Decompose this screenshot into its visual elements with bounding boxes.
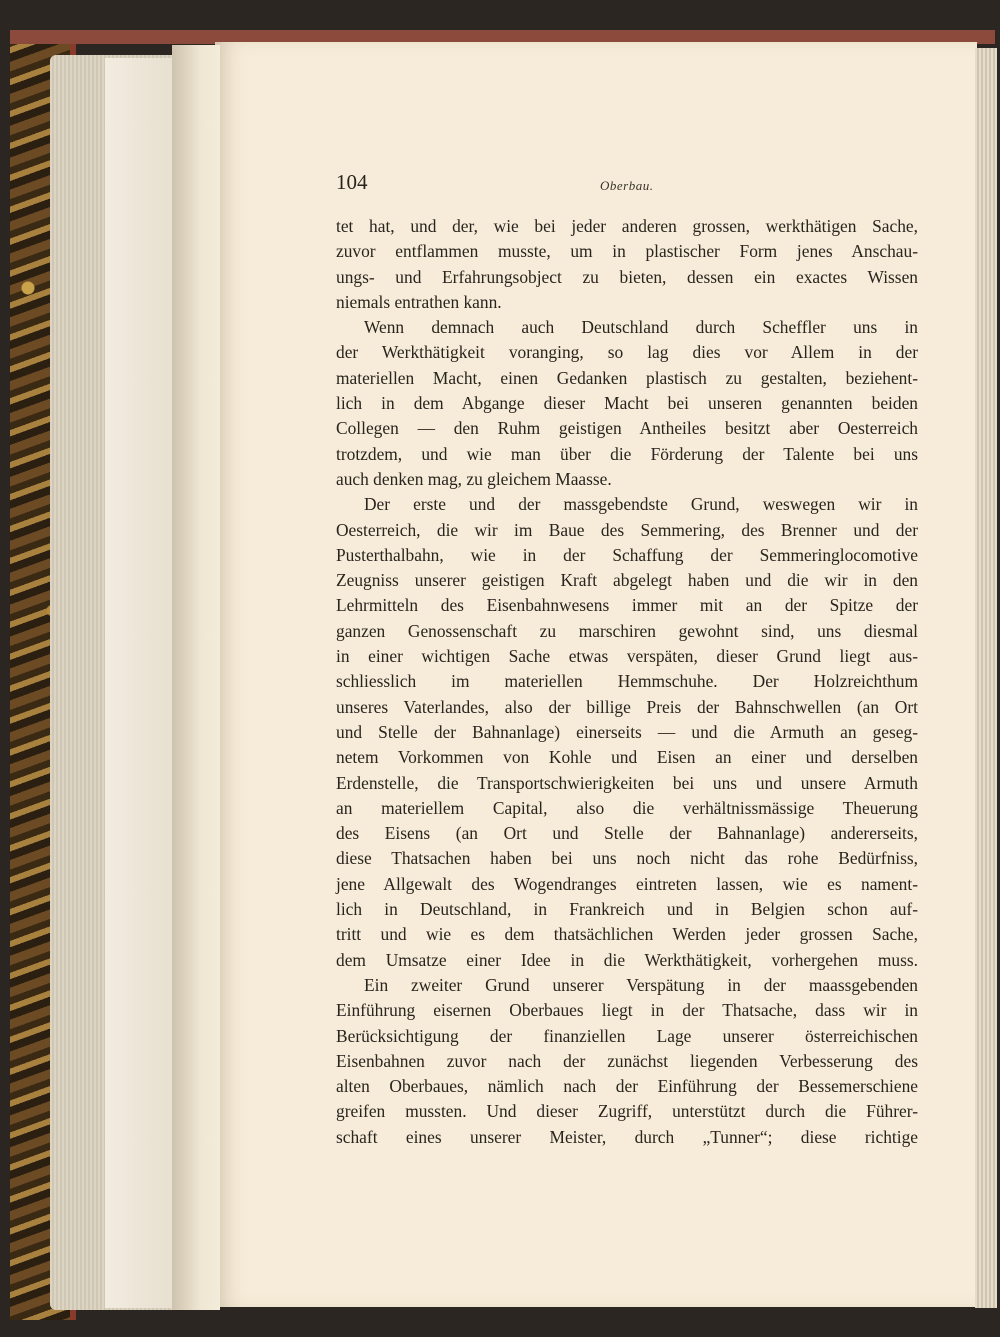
text-line: Zeugniss unserer geistigen Kraft abgelegt haben und die wir in den — [336, 570, 918, 591]
text-line: und Stelle der Bahnanlage) einerseits — und die Armuth an geseg- — [336, 721, 918, 742]
text-line: netem Vorkommen von Kohle und Eisen an einer und derselben — [336, 747, 918, 768]
body-text — [336, 214, 918, 1150]
text-line: jene Allgewalt des Wogendranges eintreten lassen, wie es nament- — [336, 873, 918, 894]
running-head: Oberbau. — [600, 178, 654, 193]
paragraph-3 — [336, 492, 918, 973]
text-line: lich in Deutschland, in Frankreich und in Belgien schon auf- — [336, 899, 918, 920]
text-line: dem Umsatze einer Idee in die Werkthätigkeit, vorhergehen muss. — [336, 949, 918, 970]
text-line: an materiellem Capital, also die verhältnissmässige Theuerung — [336, 797, 918, 818]
text-line: lich in dem Abgange dieser Macht bei unseren genannten beiden — [336, 393, 918, 414]
text-line: schliesslich im materiellen Hemmschuhe. Der Holzreichthum — [336, 671, 918, 692]
text-line: in einer wichtigen Sache etwas verspäten, dieser Grund liegt aus- — [336, 646, 918, 667]
text-line: Erdenstelle, die Transportschwierigkeiten bei uns und unsere Armuth — [336, 772, 918, 793]
text-line: Der erste und der massgebendste Grund, weswegen wir in — [364, 494, 918, 515]
text-line: Einführung eisernen Oberbaues liegt in der Thatsache, dass wir in — [336, 1000, 918, 1021]
text-line: unseres Vaterlandes, also der billige Preis der Bahnschwellen (an Ort — [336, 696, 918, 717]
text-line: materiellen Macht, einen Gedanken plastisch zu gestalten, beziehent- — [336, 367, 918, 388]
text-line: tritt und wie es dem thatsächlichen Werden jeder grossen Sache, — [336, 924, 918, 945]
text-line: ungs- und Erfahrungsobject zu bieten, dessen ein exactes Wissen — [336, 266, 918, 287]
paragraph-1 — [336, 214, 918, 315]
text-line: der Werkthätigkeit voranging, so lag dies vor Allem in der — [336, 342, 918, 363]
left-page-leaf — [105, 58, 175, 1308]
right-page-edge — [975, 48, 997, 1308]
text-line: des Eisens (an Ort und Stelle der Bahnanlage) andererseits, — [336, 823, 918, 844]
text-line: auch denken mag, zu gleichem Maasse. — [336, 468, 612, 489]
text-line: tet hat, und der, wie bei jeder anderen grossen, werkthätigen Sache, — [336, 216, 918, 236]
page-number: 104 — [336, 170, 368, 194]
text-line: zuvor entflammen musste, um in plastischer Form jenes Anschau- — [336, 241, 918, 262]
page-gutter — [172, 45, 220, 1310]
text-line: Pusterthalbahn, wie in der Schaffung der Semmeringlocomotive — [336, 544, 918, 565]
text-line: Wenn demnach auch Deutschland durch Scheffler uns in — [364, 317, 918, 338]
text-line: greifen mussten. Und dieser Zugriff, unterstützt durch die Führer- — [336, 1101, 918, 1122]
paragraph-2 — [336, 315, 918, 492]
text-line: Oesterreich, die wir im Baue des Semmering, des Brenner und der — [336, 519, 918, 540]
text-line: Berücksichtigung der finanziellen Lage unserer österreichischen — [336, 1025, 918, 1046]
text-line: Collegen — den Ruhm geistigen Antheiles besitzt aber Oesterreich — [336, 418, 918, 439]
text-line: Ein zweiter Grund unserer Verspätung in der maassgebenden — [364, 974, 918, 995]
text-line: niemals entrathen kann. — [336, 291, 502, 312]
text-line: diese Thatsachen haben bei uns noch nicht das rohe Bedürfniss, — [336, 848, 918, 869]
text-line: ganzen Genossenschaft zu marschiren gewohnt sind, uns diesmal — [336, 620, 918, 641]
text-line: Eisenbahnen zuvor nach der zunächst liegenden Verbesserung des — [336, 1050, 918, 1071]
text-line: trotzdem, und wie man über die Förderung der Talente bei uns — [336, 443, 918, 464]
text-line: schaft eines unserer Meister, durch „Tunner“; diese richtige — [336, 1126, 918, 1147]
text-line: Lehrmitteln des Eisenbahnwesens immer mit an der Spitze der — [336, 595, 918, 616]
text-line: alten Oberbaues, nämlich nach der Einführung der Bessemerschiene — [336, 1076, 918, 1097]
paragraph-4 — [336, 973, 918, 1150]
